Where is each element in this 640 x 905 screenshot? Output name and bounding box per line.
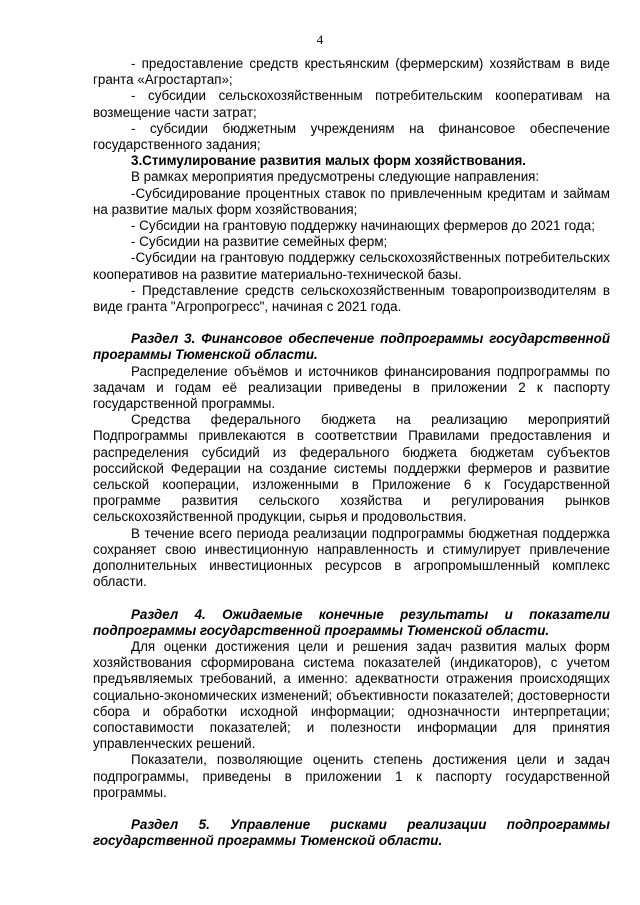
- paragraph: В течение всего периода реализации подпрограммы бюджетная поддержка сохраняет свою инвестиционную направленность и стимулирует привлечение дополнительных инвестиционных ресурсов в агропромышленный комплекс области.: [93, 525, 610, 590]
- section-4-heading: Раздел 4. Ожидаемые конечные результаты и показатели подпрограммы государственной программы Тюменской области.: [93, 606, 610, 638]
- list-item: - субсидии бюджетным учреждениям на финансовое обеспечение государственного задания;: [93, 120, 610, 153]
- section-5-heading: Раздел 5. Управление рисками реализации подпрограммы государственной программы Тюменской области.: [93, 816, 610, 849]
- list-item: -Субсидии на грантовую поддержку сельскохозяйственных потребительских кооперативов на развитие материально-технической базы.: [93, 250, 610, 282]
- list-item: - субсидии сельскохозяйственным потребительским кооперативам на возмещение части затрат;: [93, 88, 610, 120]
- list-item: - Субсидии на грантовую поддержку начинающих фермеров до 2021 года;: [131, 218, 595, 234]
- subsection-title: 3.Стимулирование развития малых форм хозяйствования.: [131, 153, 526, 169]
- list-item: -Субсидирование процентных ставок по привлеченным кредитам и займам на развитие малых форм хозяйствования;: [93, 185, 610, 217]
- list-item: - предоставление средств крестьянским (фермерским) хозяйствам в виде гранта «Агростартап»;: [93, 56, 610, 88]
- paragraph: Распределение объёмов и источников финансирования подпрограммы по задачам и годам её реализации приведены в приложении 2 к паспорту государственной программы.: [93, 363, 610, 412]
- list-item: - Субсидии на развитие семейных ферм;: [131, 234, 388, 250]
- section-3-heading: Раздел 3. Финансовое обеспечение подпрограммы государственной программы Тюменской области.: [93, 331, 610, 363]
- list-item: - Представление средств сельскохозяйственным товаропроизводителям в виде гранта "Агропрогресс", начиная с 2021 года.: [93, 282, 610, 315]
- paragraph: Для оценки достижения цели и решения задач развития малых форм хозяйствования сформирована система показателей (индикаторов), с учетом предъявляемых требований, а именно: адекватности отражения происходящих социально-экономических изменений; объективности показателей; достоверности сбора и обработки исходной информации; однозначности интерпретации; сопоставимости показателей; и полезности информации для принятия управленческих решений.: [93, 638, 610, 752]
- paragraph: В рамках мероприятия предусмотрены следующие направления:: [131, 169, 540, 185]
- paragraph: Средства федерального бюджета на реализацию мероприятий Подпрограммы привлекаются в соответствии Правилами предоставления и распределения субсидий из федерального бюджета бюджетам субъектов российской Федерации на создание системы поддержки фермеров и развитие сельской кооперации, изложенными в Приложение 6 к Государственной программе развития сельского хозяйства и регулирования рынков сельскохозяйственной продукции, сырья и продовольствия.: [93, 412, 610, 525]
- document-body: [93, 56, 610, 849]
- paragraph: Показатели, позволяющие оценить степень достижения цели и задач подпрограммы, приведены в приложении 1 к паспорту государственной программы.: [93, 752, 610, 800]
- page-number: 4: [316, 32, 324, 47]
